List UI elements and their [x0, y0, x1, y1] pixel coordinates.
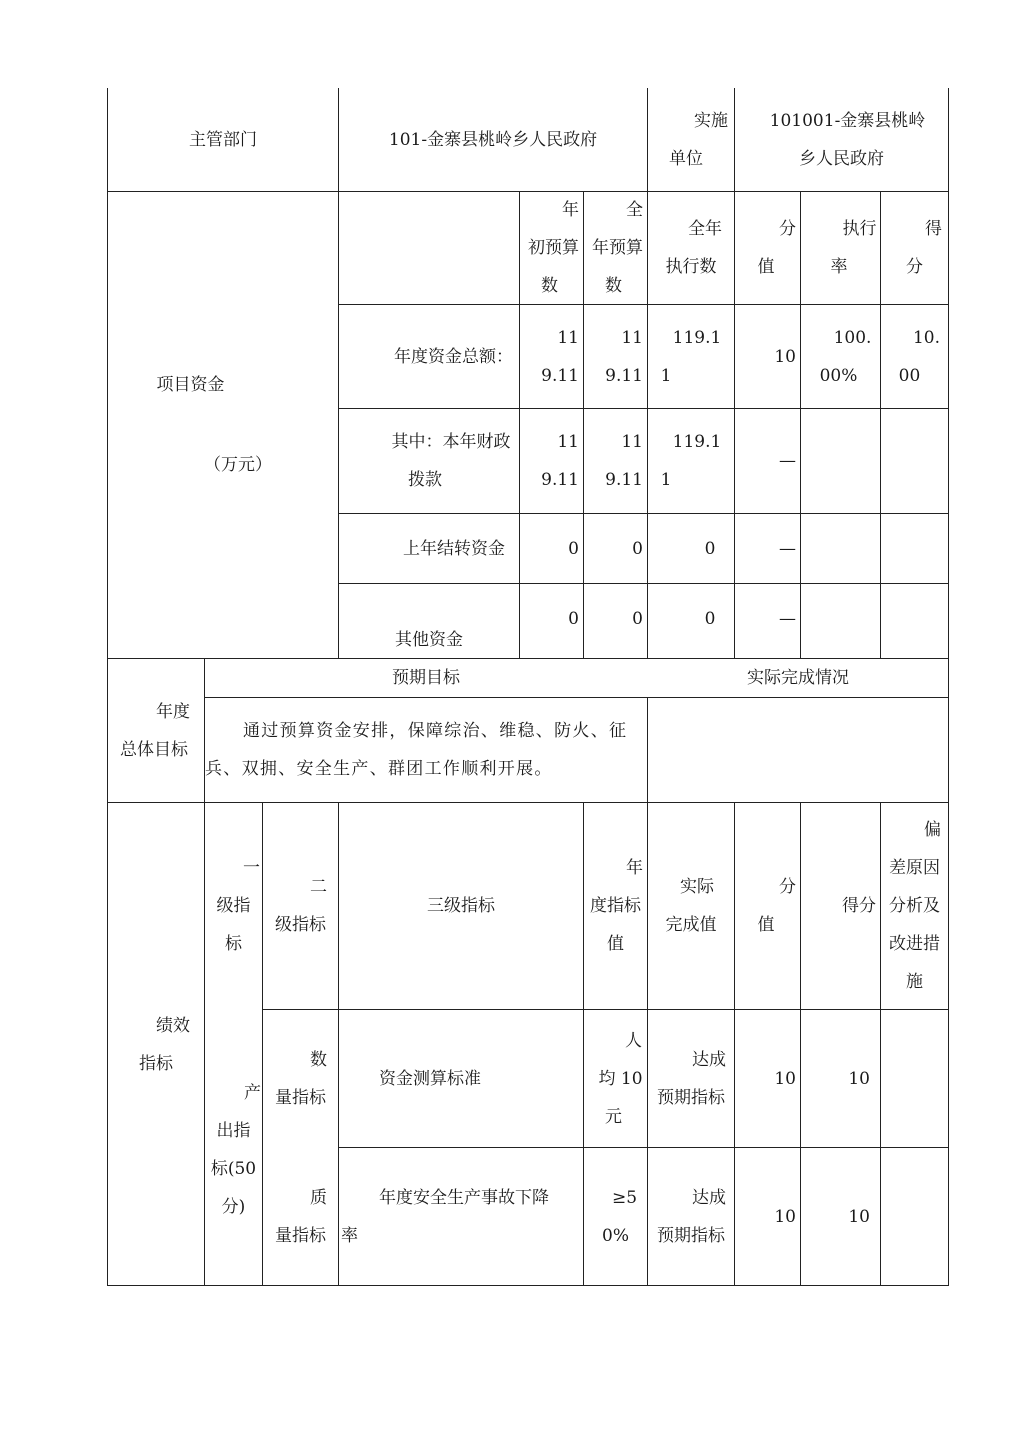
funds-initial-value: 11 9.11 — [541, 327, 579, 386]
indicator-score: 10 — [848, 1206, 870, 1227]
funds-executed-value: 119.1 1 — [660, 327, 722, 386]
indicator-level2: 数 量指标 — [275, 1049, 327, 1108]
goals-expected-text: 通过预算资金安排，保障综治、维稳、防火、征 兵、双拥、安全生产、群团工作顺利开展。 — [205, 721, 628, 779]
header-level2: 二 级指标 — [275, 877, 327, 935]
header-target: 年 度指标 值 — [590, 858, 643, 954]
indicator-score: 10 — [848, 1068, 870, 1089]
indicator-level3: 资金测算标准 — [379, 1068, 481, 1089]
funds-row-label: 年度资金总额： — [394, 346, 513, 367]
funds-executed-value: 119.1 1 — [660, 432, 722, 490]
funds-full-value: 0 — [632, 609, 643, 629]
funds-full-value: 11 9.11 — [605, 327, 643, 386]
funds-full-value: 0 — [632, 538, 643, 559]
col-score-value: 分 值 — [757, 219, 796, 277]
col-score: 得 分 — [906, 219, 942, 277]
indicator-score-value: 10 — [774, 1068, 796, 1089]
funds-initial-value: 0 — [568, 609, 579, 629]
indicator-deviation — [881, 1148, 948, 1285]
indicator-target: ≥5 0% — [602, 1187, 638, 1246]
header-level3: 三级指标 — [427, 896, 495, 916]
funds-initial-value: 0 — [568, 538, 579, 559]
funds-exec-rate: 100. 00% — [819, 327, 872, 386]
goals-actual-text — [648, 698, 948, 802]
dept-label: 主管部门 — [189, 129, 257, 150]
funds-row-label: 其中：本年财政 拨款 — [391, 432, 511, 490]
header-actual: 实际 完成值 — [665, 877, 717, 935]
indicator-actual: 达成 预期指标 — [657, 1187, 726, 1246]
funds-row-label: 上年结转资金 — [403, 538, 505, 559]
indicator-actual: 达成 预期指标 — [657, 1049, 726, 1108]
indicator-level3: 年度安全生产事故下降 率 — [341, 1187, 549, 1246]
funds-unit-label: （万元） — [204, 455, 272, 475]
funds-score-value: — — [779, 451, 796, 471]
header-deviation: 偏 差原因 分析及 改进措 施 — [889, 820, 941, 992]
col-executed: 全年 执行数 — [665, 219, 722, 277]
funds-initial-value: 11 9.11 — [541, 432, 579, 490]
indicator-level2: 质 量指标 — [275, 1187, 327, 1246]
goals-actual-header: 实际完成情况 — [747, 668, 849, 688]
funds-score-value: — — [779, 609, 796, 629]
funds-score: 10. 00 — [898, 327, 941, 386]
indicator-score-value: 10 — [774, 1206, 796, 1227]
dept-value: 101-金寨县桃岭乡人民政府 — [388, 129, 598, 150]
header-level1: 一 级指 标 — [216, 858, 260, 954]
funds-executed-value: 0 — [704, 609, 716, 629]
goals-expected-header: 预期目标 — [392, 668, 460, 688]
indicators-section-label: 绩效 指标 — [139, 1016, 190, 1074]
indicator-target: 人 均 10 元 — [598, 1030, 643, 1127]
indicator-deviation — [881, 1010, 948, 1147]
funds-score-value: — — [779, 538, 796, 559]
goals-label: 年度 总体目标 — [120, 701, 190, 760]
funds-full-value: 11 9.11 — [605, 432, 643, 490]
col-exec-rate: 执行 率 — [830, 219, 877, 277]
funds-row-label: 其他资金 — [395, 630, 463, 650]
funds-section-label: 项目资金 — [156, 375, 225, 395]
header-score-value: 分 值 — [757, 877, 796, 935]
col-initial-budget: 年 初预算 数 — [528, 200, 579, 296]
funds-executed-value: 0 — [704, 538, 716, 559]
level1-value: 产 出指 标(50 分) — [210, 1083, 261, 1217]
impl-label: 实施 单位 — [669, 110, 728, 169]
header-score: 得分 — [842, 896, 876, 916]
impl-value: 101001-金寨县桃岭 乡人民政府 — [769, 110, 926, 169]
col-full-budget: 全 年预算 数 — [592, 200, 643, 296]
funds-score-value: 10 — [774, 346, 796, 367]
